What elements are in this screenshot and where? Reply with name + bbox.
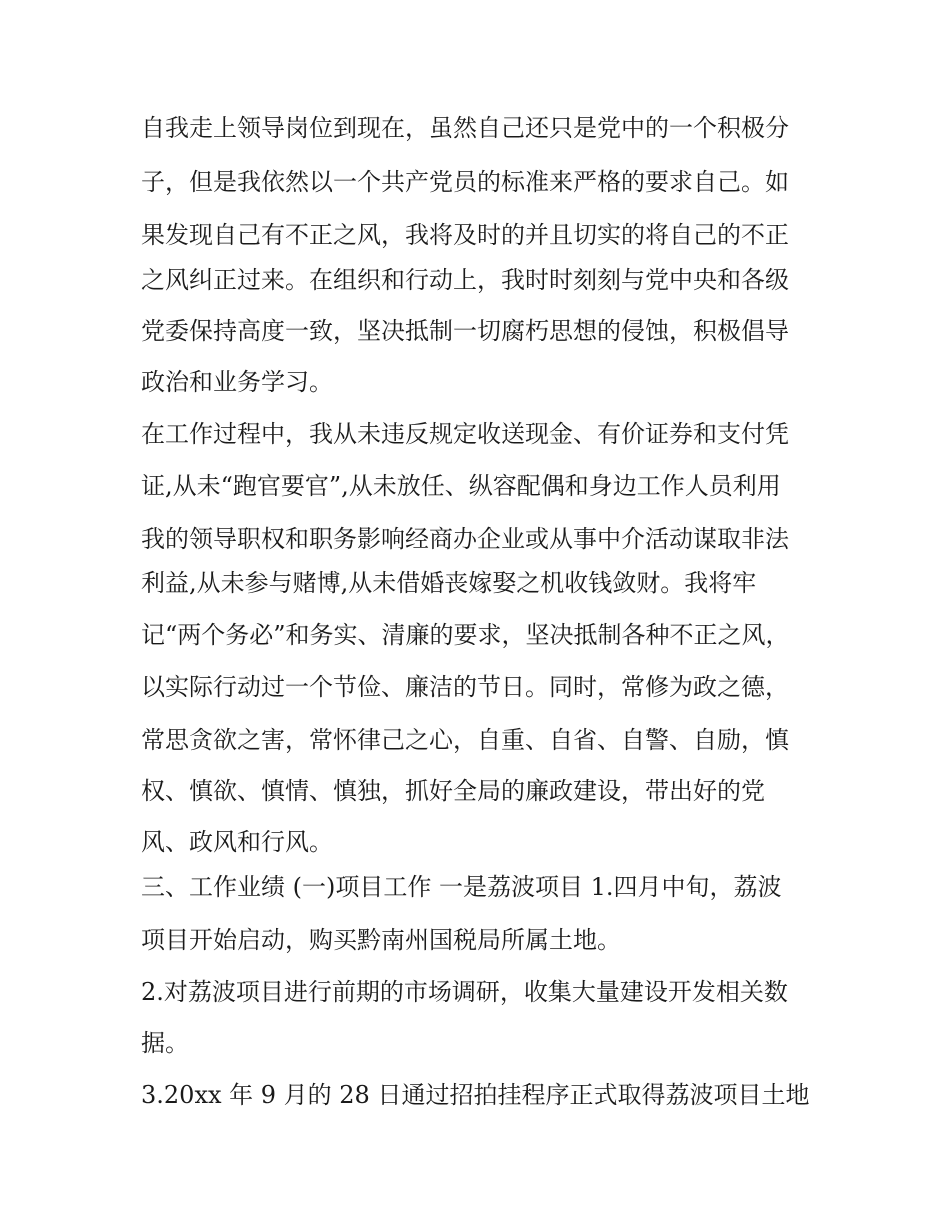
text-line: 权、慎欲、慎情、慎独，抓好全局的廉政建设，带出好的党 [141, 777, 765, 805]
text-line: 我的领导职权和职务影响经商办企业或从事中介活动谋取非法 [141, 525, 789, 553]
text-line: 政治和业务学习。 [141, 368, 333, 396]
text-line: 党委保持高度一致，坚决抵制一切腐朽思想的侵蚀，积极倡导 [141, 317, 789, 345]
text-line: 项目开始启动，购买黔南州国税局所属土地。 [141, 926, 621, 954]
text-line: 风、政风和行风。 [141, 828, 333, 856]
text-line: 在工作过程中，我从未违反规定收送现金、有价证券和支付凭 [141, 420, 789, 448]
text-line: 果发现自己有不正之风，我将及时的并且切实的将自己的不正 [141, 221, 789, 249]
text-line: 子，但是我依然以一个共产党员的标准来严格的要求自己。如 [141, 168, 789, 196]
text-line: 据。 [141, 1029, 189, 1057]
text-line: 3.20xx 年 9 月的 28 日通过招拍挂程序正式取得荔波项目土地 [141, 1081, 810, 1109]
text-line: 自我走上领导岗位到现在，虽然自己还只是党中的一个积极分 [141, 114, 789, 142]
text-line: 以实际行动过一个节俭、廉洁的节日。同时，常修为政之德， [141, 673, 789, 701]
text-line: 利益,从未参与赌博,从未借婚丧嫁娶之机收钱敛财。我将牢 [141, 569, 757, 597]
text-line: 常思贪欲之害，常怀律己之心，自重、自省、自警、自励，慎 [141, 726, 789, 754]
text-line: 证,从未“跑官要官”,从未放任、纵容配偶和身边工作人员利用 [141, 472, 781, 500]
text-line: 之风纠正过来。在组织和行动上，我时时刻刻与党中央和各级 [141, 266, 789, 294]
text-line: 记“两个务必”和务实、清廉的要求，坚决抵制各种不正之风， [141, 621, 790, 649]
text-line: 三、工作业绩 (一)项目工作 一是荔波项目 1.四月中旬，荔波 [141, 873, 782, 901]
text-line: 2.对荔波项目进行前期的市场调研，收集大量建设开发相关数 [141, 978, 788, 1006]
